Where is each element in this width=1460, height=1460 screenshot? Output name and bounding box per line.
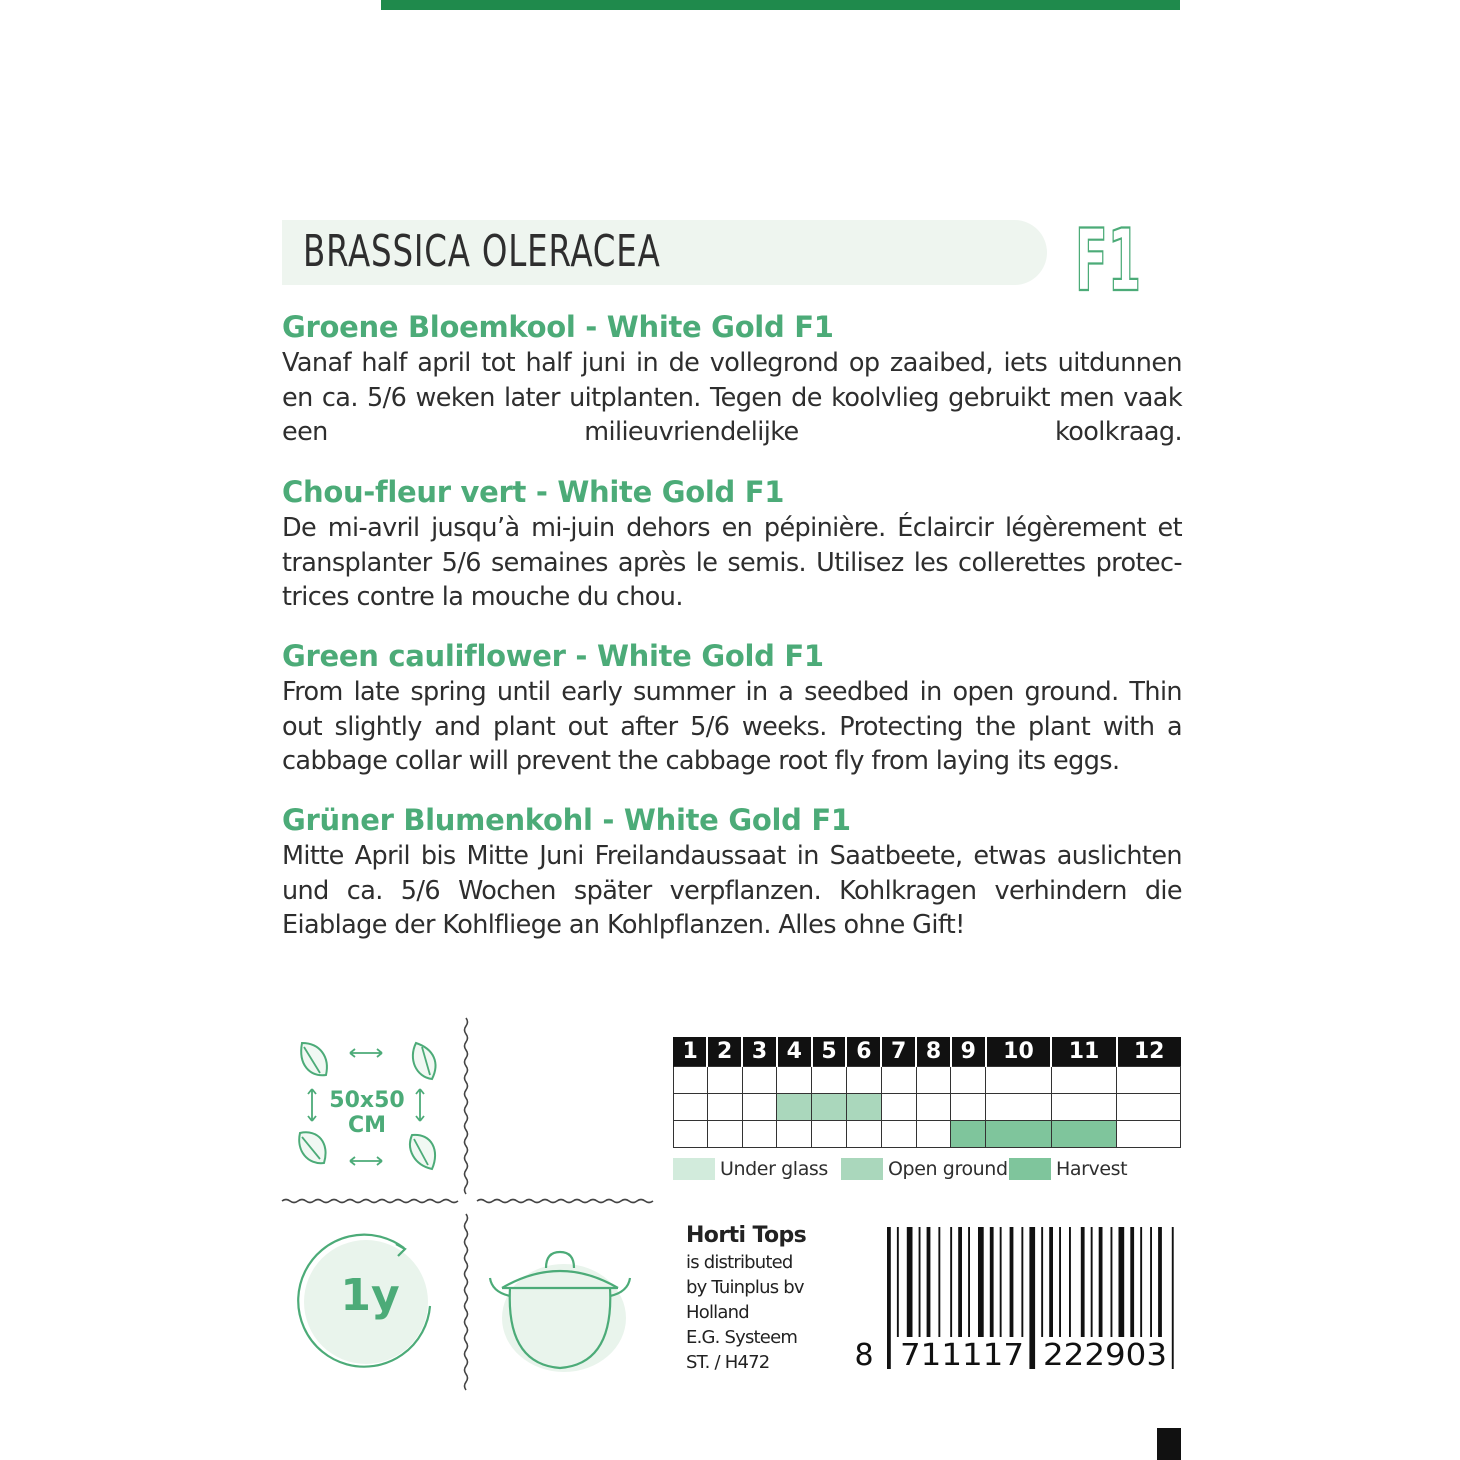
barcode-bar <box>919 1227 921 1337</box>
legend-swatch-open <box>841 1158 883 1180</box>
distributor-info <box>686 1222 866 1375</box>
calendar-cell <box>951 1093 986 1120</box>
barcode-bar <box>1140 1227 1142 1337</box>
calendar-cell <box>812 1066 847 1093</box>
barcode-bar <box>1049 1227 1053 1337</box>
barcode-bar <box>1081 1227 1085 1337</box>
barcode-bar <box>968 1227 970 1337</box>
barcode <box>850 1225 1185 1375</box>
section-fr <box>282 475 1182 615</box>
plant-spacing-label: 50x50 CM <box>329 1088 405 1138</box>
barcode-bar <box>1119 1227 1125 1337</box>
calendar-cell <box>707 1093 742 1120</box>
wavy-divider-horizontal <box>282 1197 456 1205</box>
section-title: Chou-fleur vert - White Gold F1 <box>282 475 785 509</box>
calendar-cell <box>916 1093 951 1120</box>
calendar-cell <box>812 1120 847 1147</box>
section-text: Vanaf half april tot half juni in de vollegrond op zaaibed, iets uitdunnen en ca. 5/6 weken later uitplanten. Tegen de koolvlieg gebruikt men vaak een milieuvriendelijke koolkraag. <box>282 348 1182 447</box>
calendar-cell <box>881 1120 916 1147</box>
section-title: Groene Bloemkool - White Gold F1 <box>282 310 834 344</box>
legend-label: Harvest <box>1056 1158 1128 1180</box>
barcode-bar <box>887 1227 891 1369</box>
calendar-cell <box>986 1066 1052 1093</box>
distributor-line: E.G. Systeem <box>686 1327 798 1348</box>
calendar-month: 2 <box>707 1037 742 1066</box>
calendar-cell <box>881 1093 916 1120</box>
legend-swatch-harvest <box>1009 1158 1051 1180</box>
calendar-month: 12 <box>1117 1037 1181 1066</box>
calendar-cell <box>916 1120 951 1147</box>
top-green-bar <box>381 0 1180 10</box>
legend-swatch-glass <box>673 1158 715 1180</box>
calendar-month: 1 <box>674 1037 708 1066</box>
calendar-cell <box>674 1120 708 1147</box>
barcode-bar <box>1150 1227 1152 1337</box>
wavy-divider-horizontal <box>477 1197 651 1205</box>
wavy-divider-vertical <box>462 1214 470 1388</box>
barcode-bar <box>1010 1227 1014 1337</box>
calendar-month: 10 <box>986 1037 1052 1066</box>
barcode-bar <box>990 1227 994 1337</box>
calendar-cell <box>986 1093 1052 1120</box>
section-title: Green cauliflower - White Gold F1 <box>282 639 824 673</box>
calendar-cell <box>986 1120 1052 1147</box>
calendar-cell <box>674 1093 708 1120</box>
barcode-bar <box>950 1227 952 1337</box>
calendar-cell <box>707 1066 742 1093</box>
barcode-first-digit: 8 <box>854 1338 874 1373</box>
calendar-row-open <box>674 1093 1181 1120</box>
print-registration-mark <box>1157 1428 1181 1460</box>
calendar-cell <box>742 1120 777 1147</box>
calendar-cell <box>1117 1120 1181 1147</box>
calendar-cell <box>742 1066 777 1093</box>
calendar-cell <box>846 1066 881 1093</box>
calendar-cell <box>1117 1093 1181 1120</box>
calendar-month: 4 <box>777 1037 812 1066</box>
calendar-month: 6 <box>846 1037 881 1066</box>
section-title: Grüner Blumenkohl - White Gold F1 <box>282 803 851 837</box>
barcode-bar <box>1111 1227 1113 1337</box>
barcode-bar <box>958 1227 962 1337</box>
calendar-cell <box>1051 1066 1117 1093</box>
section-de <box>282 803 1182 943</box>
legend-harvest <box>1009 1156 1127 1182</box>
f1-badge-icon <box>1072 211 1144 311</box>
section-text: From late spring until early summer in a seedbed in open ground. Thin out slightly and plant out after 5/6 weeks. Protecting the plant with a cabbage collar will prevent the cabbage root fly from laying its eggs. <box>282 677 1182 776</box>
calendar-month: 11 <box>1051 1037 1117 1066</box>
calendar-cell <box>707 1120 742 1147</box>
barcode-left-digits: 711117 <box>900 1338 1024 1373</box>
calendar-cell <box>812 1093 847 1120</box>
distributor-line: is distributed <box>686 1252 793 1273</box>
barcode-bar <box>1041 1227 1043 1337</box>
calendar-cell <box>1051 1120 1117 1147</box>
legend-label: Open ground <box>888 1158 1008 1180</box>
distributor-line: by Tuinplus bv <box>686 1277 804 1298</box>
calendar-cell <box>951 1120 986 1147</box>
calendar-cell <box>951 1066 986 1093</box>
barcode-bar <box>897 1227 899 1337</box>
section-nl <box>282 310 1182 450</box>
legend-under-glass <box>673 1156 828 1182</box>
barcode-bar <box>1091 1227 1093 1337</box>
calendar-month: 8 <box>916 1037 951 1066</box>
calendar-cell <box>846 1120 881 1147</box>
wavy-divider-vertical <box>462 1018 470 1190</box>
calendar-cell <box>777 1066 812 1093</box>
calendar-cell <box>777 1120 812 1147</box>
barcode-bar <box>1059 1227 1061 1337</box>
annual-cycle-label: 1y <box>340 1270 400 1321</box>
barcode-bar <box>1099 1227 1103 1337</box>
distributor-line: ST. / H472 <box>686 1352 770 1373</box>
barcode-bar <box>1069 1227 1071 1337</box>
barcode-bar <box>927 1227 931 1337</box>
barcode-bar <box>1130 1227 1134 1337</box>
barcode-bar <box>938 1227 940 1337</box>
calendar-cell <box>1117 1066 1181 1093</box>
calendar-header-row <box>674 1037 1181 1066</box>
barcode-bar <box>1029 1227 1035 1369</box>
distributor-brand: Horti Tops <box>686 1223 807 1248</box>
section-text: Mitte April bis Mitte Juni Freilandaussaat in Saatbeete, etwas auslichten und ca. 5/6 Wochen später verpflanzen. Kohlkragen verhindern die Eiablage der Kohlfliege an Kohlpflanzen. Alles ohne Gift! <box>282 841 1182 940</box>
calendar-month: 3 <box>742 1037 777 1066</box>
distributor-line: Holland <box>686 1302 749 1323</box>
legend-open-ground <box>841 1156 1008 1182</box>
cooking-pot-icon <box>484 1232 634 1382</box>
barcode-bar <box>978 1227 984 1337</box>
barcode-bar <box>1021 1227 1023 1337</box>
calendar-cell <box>916 1066 951 1093</box>
barcode-right-digits: 222903 <box>1043 1338 1167 1373</box>
calendar-row-harvest <box>674 1120 1181 1147</box>
calendar-cell <box>846 1093 881 1120</box>
section-text: De mi-avril jusqu’à mi-juin dehors en pépinière. Éclaircir légèrement et transplanter 5/6 semaines après le semis. Utilisez les collerettes protec-trices contre la mouche du chou. <box>282 513 1182 612</box>
calendar-cell <box>881 1066 916 1093</box>
calendar-cell <box>1051 1093 1117 1120</box>
calendar-month: 7 <box>881 1037 916 1066</box>
barcode-bar <box>1172 1227 1174 1369</box>
legend-label: Under glass <box>720 1158 828 1180</box>
calendar-cell <box>777 1093 812 1120</box>
calendar-month: 9 <box>951 1037 986 1066</box>
barcode-bar <box>1158 1227 1162 1337</box>
latin-name: BRASSICA OLERACEA <box>303 226 661 277</box>
sowing-calendar <box>673 1037 1181 1148</box>
section-en <box>282 639 1182 779</box>
barcode-bar <box>1000 1227 1002 1337</box>
calendar-month: 5 <box>812 1037 847 1066</box>
calendar-cell <box>742 1093 777 1120</box>
barcode-bar <box>907 1227 913 1337</box>
f1-badge-text: F1 <box>1075 211 1141 311</box>
calendar-row-glass <box>674 1066 1181 1093</box>
calendar-cell <box>674 1066 708 1093</box>
